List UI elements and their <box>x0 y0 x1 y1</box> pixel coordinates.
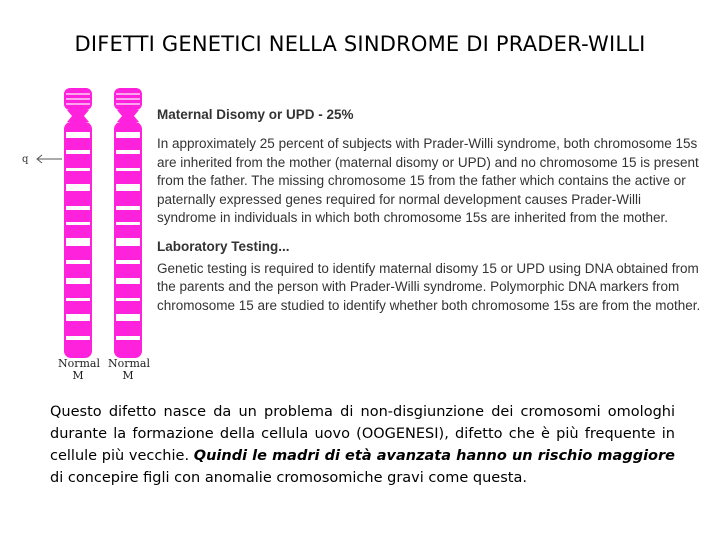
chromosome-2 <box>114 88 142 358</box>
lab-testing-paragraph: Genetic testing is required to identify maternal disomy 15 or UPD using DNA obtained from the parents and the person with Prader-Willi syndrome. Polymorphic DNA markers from chromosome 15 are studied to identify whether both chromosome 15s are from the mother. <box>157 260 701 313</box>
chromosome-2-label: Normal M <box>108 357 151 382</box>
chromosome-figure <box>22 88 151 388</box>
chromosome-1 <box>64 88 92 358</box>
explanation-bold: Quindi le madri di età avanzata hanno un rischio maggiore <box>193 448 675 464</box>
upd-heading: Maternal Disomy or UPD - 25% <box>157 107 354 122</box>
chromosome-diagram <box>22 88 147 358</box>
lab-testing-heading: Laboratory Testing... <box>157 238 290 254</box>
upd-paragraph: In approximately 25 percent of subjects with Prader-Willi syndrome, both chromosome 15s are inherited from the mother (maternal disomy or UPD) and no chromosome 15 is present from the father. The missing chromosome 15 from the father which contains the active or paternally expressed genes required for normal development causes Prader-Willi syndrome in individuals in which both chromosome 15s are inherited from the mother. <box>157 136 699 225</box>
explanation-part-1: Questo difetto nasce da un problema di non-disgiunzione dei cromosomi omologhi durante la formazione della cellula uovo (OOGENESI), difetto che è più frequente in cellule più vecchie. <box>50 404 675 464</box>
chromosome-1-label: Normal M <box>58 357 101 382</box>
explanation-text <box>50 401 675 489</box>
upd-info-panel <box>157 106 702 315</box>
q-arm-label: q <box>22 154 29 165</box>
page-title: DIFETTI GENETICI NELLA SINDROME DI PRADER-WILLI <box>74 32 646 56</box>
explanation-part-2: di concepire figli con anomalie cromosomiche gravi come questa. <box>50 470 527 486</box>
